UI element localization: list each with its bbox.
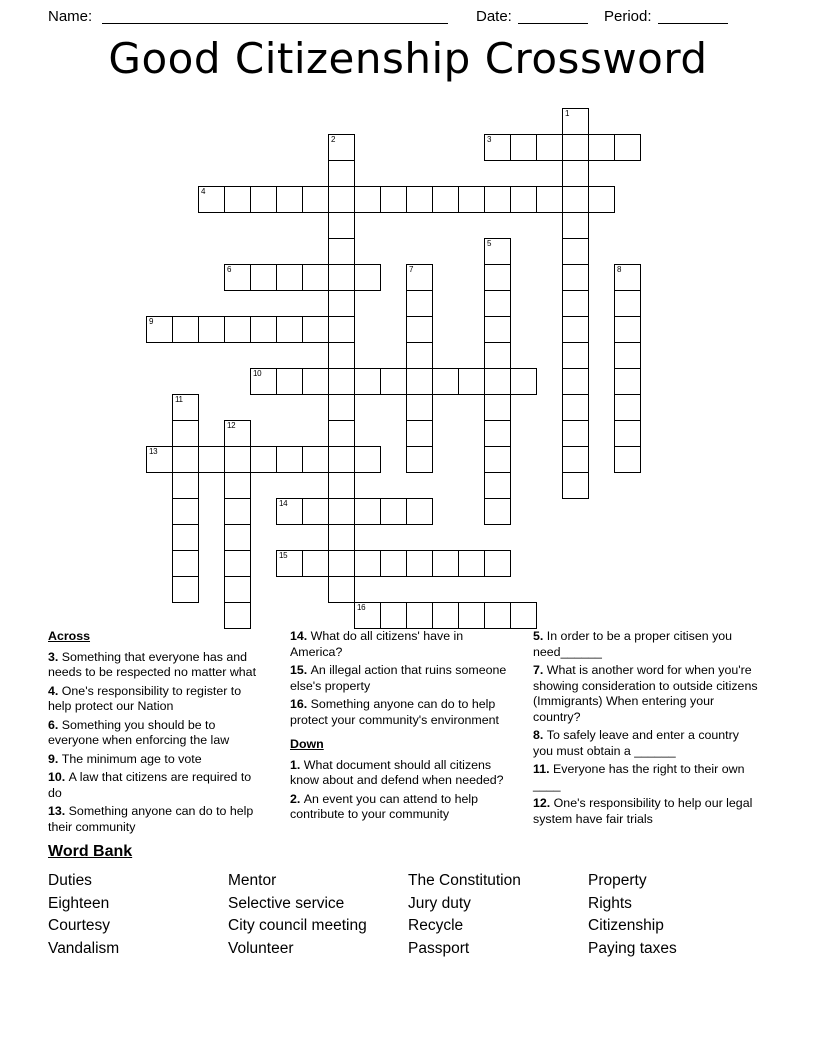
grid-cell[interactable] (562, 342, 589, 369)
grid-cell[interactable] (146, 446, 173, 473)
cell-number: 14 (279, 499, 288, 508)
clue-text: What document should all citizens know about and defend when needed? (290, 757, 504, 787)
grid-cell[interactable] (328, 576, 355, 603)
clue (290, 663, 512, 694)
grid-cell[interactable] (380, 550, 407, 577)
grid-cell[interactable] (614, 290, 641, 317)
word-bank-grid (48, 870, 788, 960)
grid-cell[interactable] (198, 446, 225, 473)
word-bank-item: Property (588, 872, 647, 889)
clue (533, 663, 758, 725)
word-bank-item: Citizenship (588, 917, 664, 934)
word-bank-item: The Constitution (408, 872, 521, 889)
clue-text: Everyone has the right to their own ____ (533, 762, 745, 792)
grid-cell[interactable] (302, 498, 329, 525)
word-bank-item: Selective service (228, 894, 345, 912)
grid-cell[interactable] (328, 446, 355, 473)
grid-cell[interactable] (224, 524, 251, 551)
grid-cell[interactable] (172, 472, 199, 499)
clue-text: Something that everyone has and needs to be respected no matter what (48, 649, 257, 679)
cell-number: 6 (227, 265, 232, 274)
grid-cell[interactable] (302, 316, 329, 343)
grid-cell[interactable] (562, 420, 589, 447)
clue-text: In order to be a proper citisen you need______ (533, 629, 733, 659)
cell-number: 7 (409, 265, 414, 274)
grid-cell[interactable] (302, 368, 329, 395)
grid-cell[interactable] (380, 498, 407, 525)
clue-number: 6. (48, 717, 62, 732)
clue-text: Something anyone can do to help protect your community's environment (290, 697, 499, 727)
grid-cell[interactable] (432, 368, 459, 395)
grid-cell[interactable] (562, 368, 589, 395)
grid-cell[interactable] (562, 264, 589, 291)
grid-cell[interactable] (406, 186, 433, 213)
clue-number: 16. (290, 697, 311, 711)
grid-cell[interactable] (562, 134, 589, 161)
grid-cell[interactable] (484, 602, 511, 629)
grid-cell[interactable] (484, 238, 511, 265)
grid-cell[interactable] (562, 160, 589, 187)
grid-cell[interactable] (354, 498, 381, 525)
grid-cell[interactable] (406, 368, 433, 395)
grid-cell[interactable] (276, 550, 303, 577)
grid-cell[interactable] (224, 420, 251, 447)
grid-cell[interactable] (354, 446, 381, 473)
grid-cell[interactable] (354, 264, 381, 291)
cell-number: 12 (227, 421, 236, 430)
cell-number: 16 (357, 603, 366, 612)
clue-text: An event you can attend to help contribute to your community (290, 791, 479, 821)
grid-cell[interactable] (484, 316, 511, 343)
grid-cell[interactable] (510, 186, 537, 213)
grid-cell[interactable] (562, 290, 589, 317)
clue-text: An illegal action that ruins someone else's property (290, 663, 507, 693)
grid-cell[interactable] (172, 550, 199, 577)
grid-cell[interactable] (328, 212, 355, 239)
grid-cell[interactable] (224, 550, 251, 577)
grid-cell[interactable] (484, 134, 511, 161)
grid-cell[interactable] (276, 316, 303, 343)
word-bank-item: Duties (48, 872, 92, 889)
grid-cell[interactable] (224, 186, 251, 213)
grid-cell[interactable] (562, 186, 589, 213)
clue-number: 7. (533, 663, 547, 677)
cell-number: 1 (565, 109, 570, 118)
clue (533, 762, 758, 793)
grid-cell[interactable] (146, 316, 173, 343)
word-bank-item: Rights (588, 894, 632, 912)
clue-text: A law that citizens are required to do (48, 770, 252, 800)
clue-number: 4. (48, 683, 62, 698)
header (0, 6, 816, 28)
clue-column (290, 629, 512, 826)
grid-cell[interactable] (484, 186, 511, 213)
grid-cell[interactable] (484, 290, 511, 317)
grid-cell[interactable] (276, 368, 303, 395)
grid-cell[interactable] (406, 602, 433, 629)
grid-cell[interactable] (224, 264, 251, 291)
grid-cell[interactable] (484, 550, 511, 577)
grid-cell[interactable] (614, 368, 641, 395)
grid-cell[interactable] (224, 316, 251, 343)
grid-cell[interactable] (406, 394, 433, 421)
grid-cell[interactable] (224, 602, 251, 629)
grid-cell[interactable] (328, 134, 355, 161)
clue-number: 2. (290, 791, 304, 806)
grid-cell[interactable] (432, 550, 459, 577)
grid-cell[interactable] (406, 446, 433, 473)
grid-cell[interactable] (224, 498, 251, 525)
clue (48, 770, 262, 801)
clue (48, 804, 262, 835)
grid-cell[interactable] (250, 264, 277, 291)
grid-cell[interactable] (224, 576, 251, 603)
name-label: Name: (48, 8, 93, 25)
clue-number: 3. (48, 649, 62, 664)
clue-section-header: Across (48, 629, 91, 643)
clue-number: 15. (290, 663, 311, 677)
clue-text: To safely leave and enter a country you must obtain a ______ (533, 728, 739, 758)
grid-cell[interactable] (458, 368, 485, 395)
word-bank-title: Word Bank (48, 843, 133, 860)
grid-cell[interactable] (614, 264, 641, 291)
clue (290, 629, 512, 660)
grid-cell[interactable] (328, 498, 355, 525)
grid-cell[interactable] (588, 186, 615, 213)
grid-cell[interactable] (484, 472, 511, 499)
grid-cell[interactable] (380, 602, 407, 629)
clue-number: 8. (533, 728, 547, 742)
grid-cell[interactable] (380, 368, 407, 395)
clue-number: 5. (533, 629, 547, 643)
clue-number: 10. (48, 770, 69, 784)
grid-cell[interactable] (302, 264, 329, 291)
grid-cell[interactable] (172, 524, 199, 551)
clue-number: 14. (290, 629, 311, 643)
grid-cell[interactable] (302, 186, 329, 213)
grid-cell[interactable] (328, 420, 355, 447)
grid-cell[interactable] (484, 342, 511, 369)
grid-cell[interactable] (562, 446, 589, 473)
grid-cell[interactable] (276, 446, 303, 473)
grid-cell[interactable] (484, 498, 511, 525)
clue-text: One's responsibility to register to help protect our Nation (48, 683, 242, 713)
grid-cell[interactable] (510, 368, 537, 395)
grid-cell[interactable] (484, 394, 511, 421)
grid-cell[interactable] (276, 264, 303, 291)
grid-cell[interactable] (172, 576, 199, 603)
page-title: Good Citizenship Crossword (108, 34, 708, 83)
grid-cell[interactable] (562, 238, 589, 265)
grid-cell[interactable] (458, 186, 485, 213)
grid-cell[interactable] (484, 420, 511, 447)
grid-cell[interactable] (354, 602, 381, 629)
grid-cell[interactable] (328, 472, 355, 499)
clue (48, 718, 262, 749)
cell-number: 2 (331, 135, 336, 144)
grid-cell[interactable] (302, 550, 329, 577)
grid-cell[interactable] (458, 550, 485, 577)
grid-cell[interactable] (614, 446, 641, 473)
grid-cell[interactable] (484, 368, 511, 395)
grid-cell[interactable] (328, 524, 355, 551)
grid-cell[interactable] (172, 420, 199, 447)
grid-cell[interactable] (328, 290, 355, 317)
clue-column (533, 629, 758, 830)
clue-text: What is another word for when you're showing consideration to outside citizens (Immigrants) When entering your country? (533, 663, 758, 724)
clue-number: 13. (48, 804, 69, 818)
clue-number: 1. (290, 757, 304, 772)
grid-cell[interactable] (250, 446, 277, 473)
grid-cell[interactable] (406, 264, 433, 291)
grid-cell[interactable] (588, 134, 615, 161)
clue (48, 684, 262, 715)
clue (290, 758, 512, 789)
word-bank-item: Volunteer (228, 939, 294, 957)
name-blank-line[interactable] (102, 8, 448, 24)
grid-cell[interactable] (250, 186, 277, 213)
grid-cell[interactable] (172, 394, 199, 421)
grid-cell[interactable] (224, 446, 251, 473)
crossword-grid (146, 108, 641, 629)
word-bank-item: Eighteen (48, 894, 110, 912)
grid-cell[interactable] (510, 602, 537, 629)
grid-cell[interactable] (406, 342, 433, 369)
cell-number: 4 (201, 187, 206, 196)
grid-cell[interactable] (250, 368, 277, 395)
clue-column (48, 629, 262, 838)
grid-cell[interactable] (328, 368, 355, 395)
grid-cell[interactable] (510, 134, 537, 161)
clue-text: What do all citizens' have in America? (290, 629, 464, 659)
grid-cell[interactable] (302, 446, 329, 473)
word-bank-item: Vandalism (48, 939, 120, 957)
grid-cell[interactable] (406, 290, 433, 317)
clue-number: 11. (533, 762, 553, 776)
grid-cell[interactable] (562, 108, 589, 135)
grid-cell[interactable] (614, 134, 641, 161)
clue (533, 728, 758, 759)
grid-cell[interactable] (354, 368, 381, 395)
grid-cell[interactable] (484, 264, 511, 291)
grid-cell[interactable] (484, 446, 511, 473)
word-bank-item: Paying taxes (588, 939, 677, 957)
clue (48, 752, 262, 768)
grid-cell[interactable] (172, 498, 199, 525)
grid-cell[interactable] (328, 238, 355, 265)
cell-number: 15 (279, 551, 288, 560)
clue (48, 650, 262, 681)
clue (290, 697, 512, 728)
grid-cell[interactable] (328, 394, 355, 421)
grid-cell[interactable] (614, 394, 641, 421)
grid-cell[interactable] (562, 394, 589, 421)
cell-number: 8 (617, 265, 622, 274)
grid-cell[interactable] (172, 316, 199, 343)
word-bank-item: City council meeting (228, 917, 367, 934)
grid-cell[interactable] (406, 420, 433, 447)
grid-cell[interactable] (458, 602, 485, 629)
grid-cell[interactable] (354, 186, 381, 213)
clue (533, 629, 758, 660)
grid-cell[interactable] (328, 160, 355, 187)
date-blank-line[interactable] (518, 8, 588, 24)
clue-number: 12. (533, 796, 554, 810)
grid-cell[interactable] (614, 342, 641, 369)
grid-cell[interactable] (562, 316, 589, 343)
cell-number: 10 (253, 369, 262, 378)
grid-cell[interactable] (562, 212, 589, 239)
clue (290, 792, 512, 823)
clue-text: Something anyone can do to help their community (48, 804, 254, 834)
word-bank-item: Jury duty (408, 894, 471, 912)
word-bank-item: Passport (408, 939, 470, 957)
word-bank-item: Courtesy (48, 917, 111, 934)
grid-cell[interactable] (406, 498, 433, 525)
cell-number: 9 (149, 317, 154, 326)
clue (533, 796, 758, 827)
grid-cell[interactable] (328, 316, 355, 343)
clue-section-header: Down (290, 737, 324, 751)
period-blank-line[interactable] (658, 8, 728, 24)
grid-cell[interactable] (614, 420, 641, 447)
grid-cell[interactable] (328, 264, 355, 291)
grid-cell[interactable] (406, 550, 433, 577)
date-label: Date: (476, 8, 512, 25)
clue-text: The minimum age to vote (61, 751, 202, 766)
cell-number: 11 (175, 395, 183, 404)
grid-cell[interactable] (172, 446, 199, 473)
grid-cell[interactable] (198, 316, 225, 343)
grid-cell[interactable] (276, 498, 303, 525)
grid-cell[interactable] (250, 316, 277, 343)
grid-cell[interactable] (536, 186, 563, 213)
cell-number: 3 (487, 135, 492, 144)
grid-cell[interactable] (432, 186, 459, 213)
grid-cell[interactable] (276, 186, 303, 213)
clue-text: One's responsibility to help our legal system have fair trials (533, 796, 753, 826)
grid-cell[interactable] (406, 316, 433, 343)
grid-cell[interactable] (224, 472, 251, 499)
grid-cell[interactable] (328, 342, 355, 369)
word-bank-section (48, 843, 788, 960)
word-bank-item: Recycle (408, 917, 464, 934)
clue-number: 9. (48, 751, 62, 766)
grid-cell[interactable] (536, 134, 563, 161)
grid-cell[interactable] (328, 186, 355, 213)
clue-text: Something you should be to everyone when enforcing the law (48, 717, 230, 747)
grid-cell[interactable] (432, 602, 459, 629)
grid-cell[interactable] (614, 316, 641, 343)
cell-number: 13 (149, 447, 158, 456)
grid-cell[interactable] (562, 472, 589, 499)
grid-cell[interactable] (380, 186, 407, 213)
cell-number: 5 (487, 239, 492, 248)
word-bank-item: Mentor (228, 872, 277, 889)
grid-cell[interactable] (354, 550, 381, 577)
period-label: Period: (604, 8, 652, 25)
grid-cell[interactable] (328, 550, 355, 577)
grid-cell[interactable] (198, 186, 225, 213)
